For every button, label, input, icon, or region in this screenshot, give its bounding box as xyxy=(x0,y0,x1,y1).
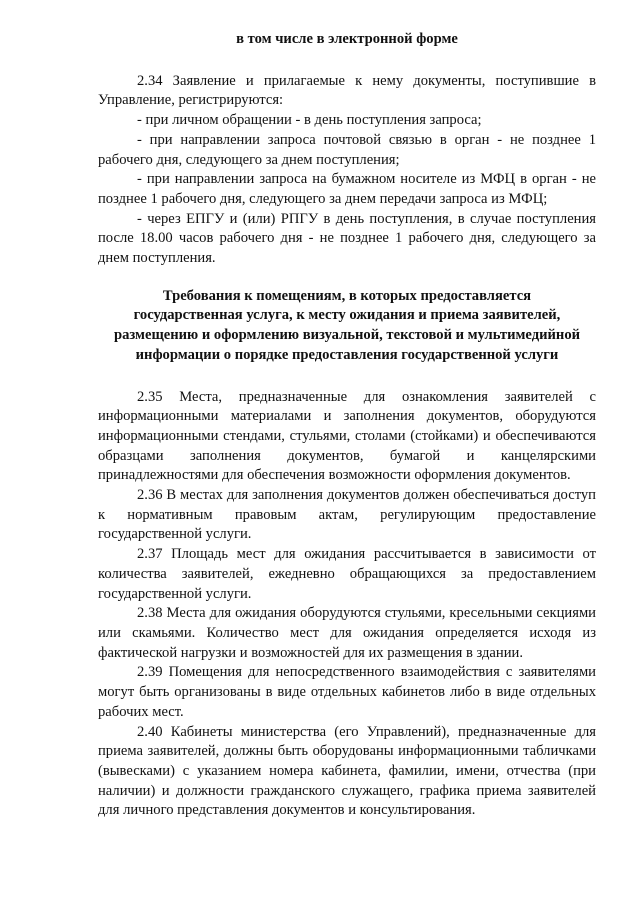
paragraph-2-35: 2.35 Места, предназначенные для ознакомления заявителей с информационными материалами и заполнения документов, оборудуются информационными стендами, стульями, столами (стойками) и обеспечиваются образцами заполнения документов, бумагой и канцелярскими принадлежностями для обеспечения возможности оформления документов. xyxy=(98,388,596,484)
paragraph-2-36: 2.36 В местах для заполнения документов должен обеспечиваться доступ к нормативным правовым актам, регулирующим предоставление государственной услуги. xyxy=(98,487,596,543)
spacer xyxy=(98,269,596,287)
list-item: - при направлении запроса почтовой связью в орган - не позднее 1 рабочего дня, следующего за днем поступления; xyxy=(98,131,596,168)
paragraph-2-34-intro: 2.34 Заявление и прилагаемые к нему документы, поступившие в Управление, регистрируются: xyxy=(98,72,596,109)
section-heading xyxy=(98,287,596,366)
section-heading-line: информации о порядке предоставления государственной услуги xyxy=(135,346,559,363)
section-heading-line: Требования к помещениям, в которых предоставляется xyxy=(162,287,532,304)
list-item: - при личном обращении - в день поступления запроса; xyxy=(137,112,482,129)
list-item: - через ЕПГУ и (или) РПГУ в день поступления, в случае поступления после 18.00 часов рабочего дня - не позднее 1 рабочего дня, следующего за днем поступления. xyxy=(98,210,596,267)
section-heading-line: размещению и оформлению визуальной, текстовой и мультимедийной xyxy=(113,327,581,344)
paragraph-2-39: 2.39 Помещения для непосредственного взаимодействия с заявителями могут быть организованы в виде отдельных кабинетов либо в виде отдельных рабочих мест. xyxy=(98,664,596,720)
list-item: - при направлении запроса на бумажном носителе из МФЦ в орган - не позднее 1 рабочего дня, следующего за днем передачи запроса из МФЦ; xyxy=(98,171,596,207)
document-page xyxy=(98,30,596,821)
paragraph-2-38: 2.38 Места для ожидания оборудуются стульями, кресельными секциями или скамьями. Количество мест для ожидания определяется исходя из фактической нагрузки и возможностей для их размещения в здании. xyxy=(98,605,596,661)
paragraph-2-40: 2.40 Кабинеты министерства (его Управлений), предназначенные для приема заявителей, должны быть оборудованы информационными табличками (вывесками) с указанием номера кабинета, фамилии, имени, отчества (при наличии) и должности гражданского служащего, графика приема заявителей для личного представления документов и консультирования. xyxy=(98,723,596,819)
section-heading-line: государственная услуга, к месту ожидания и приема заявителей, xyxy=(133,307,561,324)
top-heading: в том числе в электронной форме xyxy=(236,31,458,47)
paragraph-2-37: 2.37 Площадь мест для ожидания рассчитывается в зависимости от количества заявителей, ежедневно обращающихся за предоставлением государственной услуги. xyxy=(98,546,596,602)
